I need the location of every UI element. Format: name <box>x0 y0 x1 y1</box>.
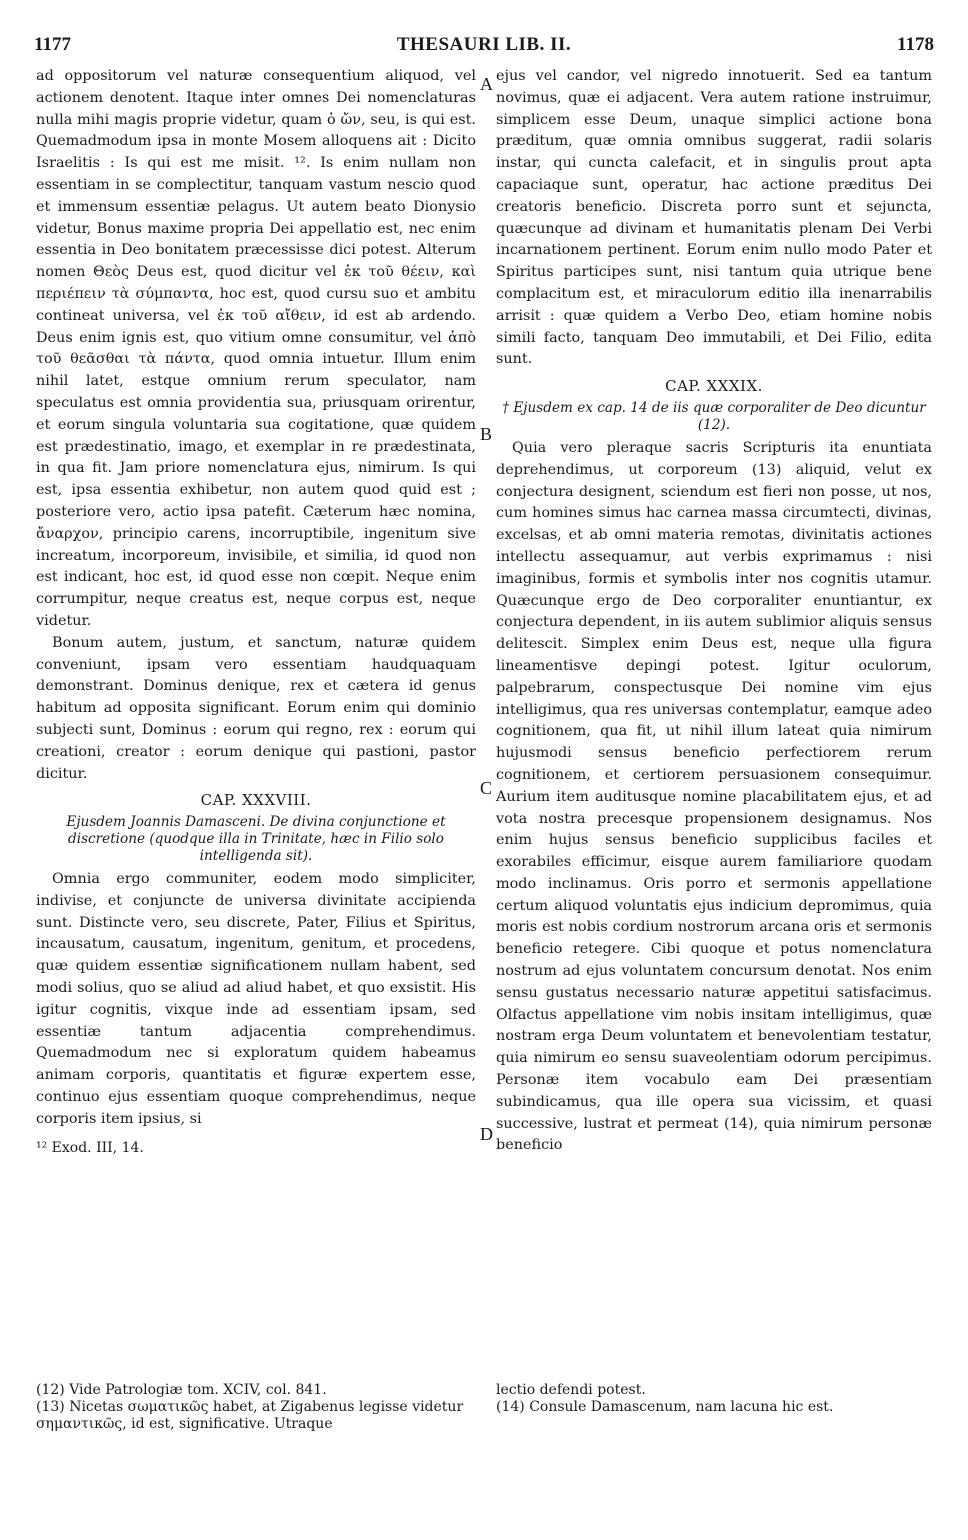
footnotes-left <box>36 1382 476 1433</box>
right-paragraph-1: ejus vel candor, vel nigredo innotuerit. Sed ea tantum novimus, quæ ei adjacent. Vera autem ratione instruimur, simplicem esse Deum, unaque simplici actione bona præditum, quæ omnia omnibus suggerat, radii solaris instar, qui cuncta calefacit, et in singulis prout apta capaciaque sunt, operatur, hac actione præditus Dei creatoris beneficio. Discreta porro sunt et sejuncta, quæcunque ad divinam et humanitatis plenam Dei Verbi incarnationem pertinent. Eorum enim nullo modo Pater et Spiritus participes sunt, nisi tantum quia utrique bene complacitum est, et miraculorum editio illa inenarrabilis arrisit : quæ quidem a Verbo Deo, etiam homine nobis simili facto, tanquam Deo immutabili, et Dei Filio, edita sunt. <box>496 68 932 368</box>
left-paragraph-2: Bonum autem, justum, et sanctum, naturæ quidem conveniunt, ipsam vero essentiam haudquaquam demonstrant. Dominus denique, rex et cætera id genus habitum ad opposita significant. Eorum enim qui dominio subjecti sunt, Dominus : eorum qui regno, rex : eorum qui creationi, creator : eorum denique qui pastioni, pastor dicitur. <box>36 634 476 782</box>
chapter-heading-xxxix: CAP. XXXIX. <box>665 377 763 396</box>
left-column <box>36 66 476 1159</box>
footnote-12: (12) Vide Patrologiæ tom. XCIV, col. 841. <box>36 1382 327 1398</box>
margin-marker-a: A <box>480 74 493 94</box>
margin-marker-d: D <box>480 1124 493 1144</box>
page-number-left: 1177 <box>34 34 71 55</box>
footnotes-right <box>496 1382 932 1416</box>
scripture-reference-note: ¹² Exod. III, 14. <box>36 1139 144 1156</box>
chapter-subtitle-xxxviii: Ejusdem Joannis Damasceni. De divina conjunctione et discretione (quodque illa in Trinitate, hæc in Filio solo intelligenda sit). <box>66 814 446 865</box>
footnote-13-continued: lectio defendi potest. <box>496 1382 646 1398</box>
margin-marker-b: B <box>480 424 493 444</box>
footnote-13: (13) Nicetas σωματικῶς habet, at Zigabenus legisse videtur σημαντικῶς, id est, significative. Utraque <box>36 1399 464 1432</box>
page-header <box>34 34 934 58</box>
left-paragraph-1: ad oppositorum vel naturæ consequentium aliquod, vel actionem denotent. Itaque inter omnes Dei nomenclaturas nulla mihi magis proprie videtur, quam ὁ ὤν, seu, is qui est. Quemadmodum ipsa in monte Mosem alloquens ait : Dicito Israelitis : Is qui est me misit. ¹². Is enim nullam non essentiam in se complectitur, tanquam vastum nescio quod et immensum essentiæ pelagus. Ut autem beato Dionysio videtur, Bonus maxime propria Dei appellatio est, nec enim essentia in Deo bonitatem præcessisse dici potest. Alterum nomen Θεὸς Deus est, quod dicitur vel ἐκ τοῦ θέειν, καὶ περιέπειν τὰ σύμπαντα, hoc est, quod cursu suo et ambitu contineat universa, vel ἐκ τοῦ αἴθειν, id est ab ardendo. Deus enim ignis est, quo vitium omne consumitur, vel ἀπὸ τοῦ θεᾶσθαι τὰ πάντα, quod omnia intuetur. Illum enim nihil latet, estque omnium rerum speculator, nam speculatus est omnia providentia sua, priusquam orirentur, et eorum singula voluntaria sua cogitatione, quæ quidem est prædestinatio, imago, et exemplar in re prædestinata, in qua fit. Jam priore nomenclatura ejus, nimirum. Is qui est, ipsa essentia exhibetur, non autem quod quid est ; posteriore vero, actio ipsa patefit. Cæterum hæc nomina, ἄναρχον, principio carens, incorruptibile, ingenitum sive increatum, incorporeum, invisibile, et similia, id quod non est indicant, hoc est, id quod esse non cœpit. Neque enim corrumpitur, neque creatus est, neque corpus est, neque videtur. <box>36 68 476 629</box>
running-title: THESAURI LIB. II. <box>396 34 572 55</box>
chapter-subtitle-xxxix: † Ejusdem ex cap. 14 de iis quæ corporaliter de Deo dicuntur (12). <box>502 399 926 433</box>
chapter-text-xxxix: Quia vero pleraque sacris Scripturis ita enuntiata deprehendimus, ut corporeum (13) aliquid, velut ex conjectura designent, sciendum est fieri non posse, ut nos, cum homines simus hac carnea massa circumtecti, divinas, excelsas, et ab omni materia remotas, divinitatis actiones intellectu assequamur, aut verbis exprimamus : nisi imaginibus, formis et symbolis inter nos cognitis utamur. Quæcunque ergo de Deo corporaliter enuntiantur, ex conjectura dependent, in iis autem sublimior aliquis sensus delitescit. Simplex enim Deus est, neque ulla figura lineamentisve depingi potest. Igitur oculorum, palpebrarum, conspectusque Dei nomine vim ejus intelligimus, qua res universas contemplatur, eamque adeo cognitionem, qua fit, ut nihil illum lateat quia nimirum hujusmodi sensus beneficio perfectiorem rerum cognitionem, et certiorem persuasionem consequimur. Aurium item auditusque nomine placabilitatem ejus, et ad vota nostra precesque propensionem designamus. Nos enim hujus sensus beneficio supplicibus faciles et exorabiles efficimur, eisque aurem familiariore quodam modo inclinamus. Oris porro et sermonis appellatione certum aliquod voluntatis ejus indicium depromimus, quia moris est nobis cordium nostrorum arcana oris et sermonis beneficio retegere. Cibi quoque et potus nomenclatura nostrum ad ejus voluntatem concursum denotat. Nos enim sensu gustatus necessario naturæ appetitui satisfacimus. Olfactus appellatione vim nobis insitam intelligimus, quæ nostram erga Deum voluntatem et benevolentiam testatur, quia nimirum eo sensu suavеolentiam odorum percipimus. Personæ item vocabulo eam Dei præsentiam subindicamus, qua ille opera sua vicissim, et quasi successive, lustrat et permeat (14), quia nimirum personæ beneficio <box>496 439 932 1154</box>
footnote-14: (14) Consule Damascenum, nam lacuna hic est. <box>496 1399 834 1415</box>
chapter-text-xxxviii: Omnia ergo communiter, eodem modo simpliciter, indivise, et conjuncte de universa divinitate accipienda sunt. Distincte vero, seu discrete, Pater, Filius et Spiritus, incausatum, causatum, ingenitum, genitum, et procedens, quæ quidem essentiæ significationem nullam habent, sed modi solius, quo se aliud ad aliud habet, et quo exsistit. His igitur cognitis, vixque inde ad essentiam ipsam, sed essentiæ tantum adjacentia comprehendimus. Quemadmodum nec si exploratum quidem habeamus animam corporis, quantitatis et figuræ expertem esse, continuo ejus essentiam quoque comprehendimus, neque corporis item ipsius, si <box>36 871 476 1127</box>
right-column <box>496 66 932 1157</box>
page-number-right: 1178 <box>897 34 934 55</box>
chapter-heading-xxxviii: CAP. XXXVIII. <box>200 791 312 810</box>
margin-marker-c: C <box>480 778 493 798</box>
